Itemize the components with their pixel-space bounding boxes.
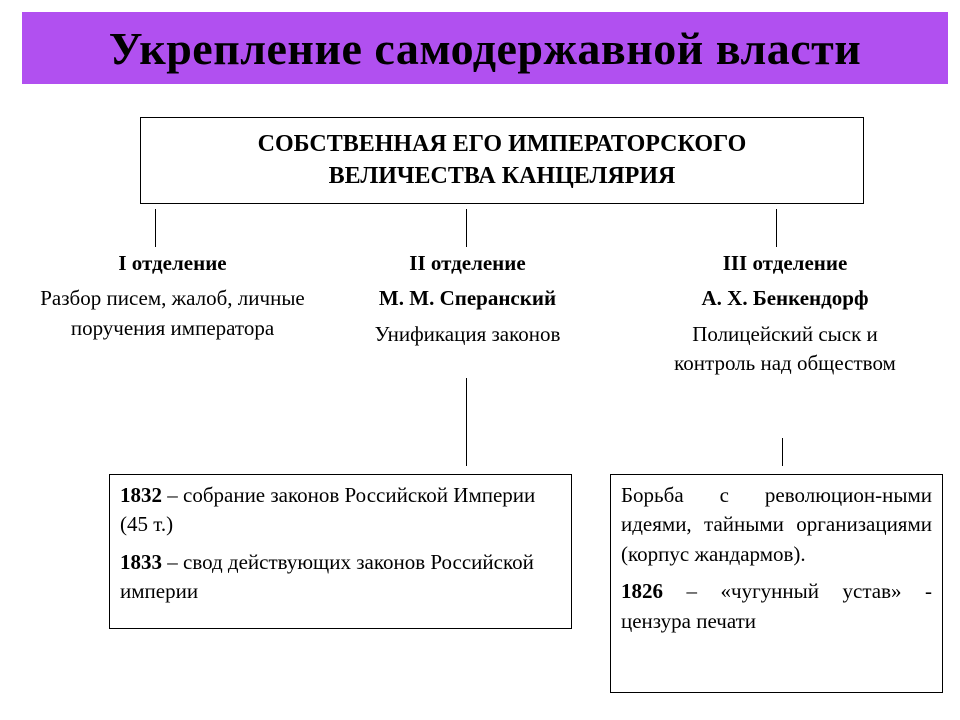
chancellery-line-2: ВЕЛИЧЕСТВА КАНЦЕЛЯРИЯ	[328, 162, 676, 189]
benkendorf-details-box	[610, 474, 943, 693]
page-title: Укрепление самодержавной власти	[108, 22, 862, 74]
chancellery-box	[140, 117, 864, 204]
connector-line-2	[466, 209, 467, 247]
title-banner	[22, 12, 948, 84]
department-1	[40, 249, 305, 343]
speransky-item-2-year: 1833	[120, 549, 162, 574]
speransky-details-box	[109, 474, 572, 629]
benkendorf-item-text: – «чугунный устав» - цензура печати	[621, 579, 932, 633]
speransky-item-1-text: – собрание законов Российской Империи (45 т.)	[120, 483, 536, 537]
speransky-item-2-text: – свод действующих законов Российской империи	[120, 549, 534, 604]
department-1-name: I отделение	[118, 251, 227, 275]
department-1-description: Разбор писем, жалоб, личные поручения императора	[40, 286, 305, 340]
connector-line-1	[155, 209, 156, 247]
speransky-item-1	[120, 481, 561, 540]
speransky-item-1-year: 1832	[120, 483, 162, 507]
department-2	[330, 249, 605, 349]
speransky-item-2	[120, 548, 561, 607]
department-3-description: Полицейский сыск и контроль над обществом	[674, 321, 896, 376]
department-2-head: М. М. Сперанский	[378, 286, 557, 311]
benkendorf-text: Борьба с революцион-ными идеями, тайными организациями (корпус жандармов).	[621, 483, 932, 566]
benkendorf-item-year: 1826	[621, 579, 663, 604]
department-2-description: Унификация законов	[374, 321, 561, 346]
connector-line-benkendorf	[782, 438, 783, 466]
connector-line-3	[776, 209, 777, 247]
benkendorf-item	[621, 577, 932, 636]
connector-line-speransky	[466, 378, 467, 466]
department-3	[660, 249, 910, 379]
department-3-head: А. Х. Бенкендорф	[701, 286, 869, 311]
department-3-name: III отделение	[722, 251, 848, 275]
chancellery-line-1: СОБСТВЕННАЯ ЕГО ИМПЕРАТОРСКОГО	[257, 131, 747, 158]
department-2-name: II отделение	[409, 251, 526, 275]
